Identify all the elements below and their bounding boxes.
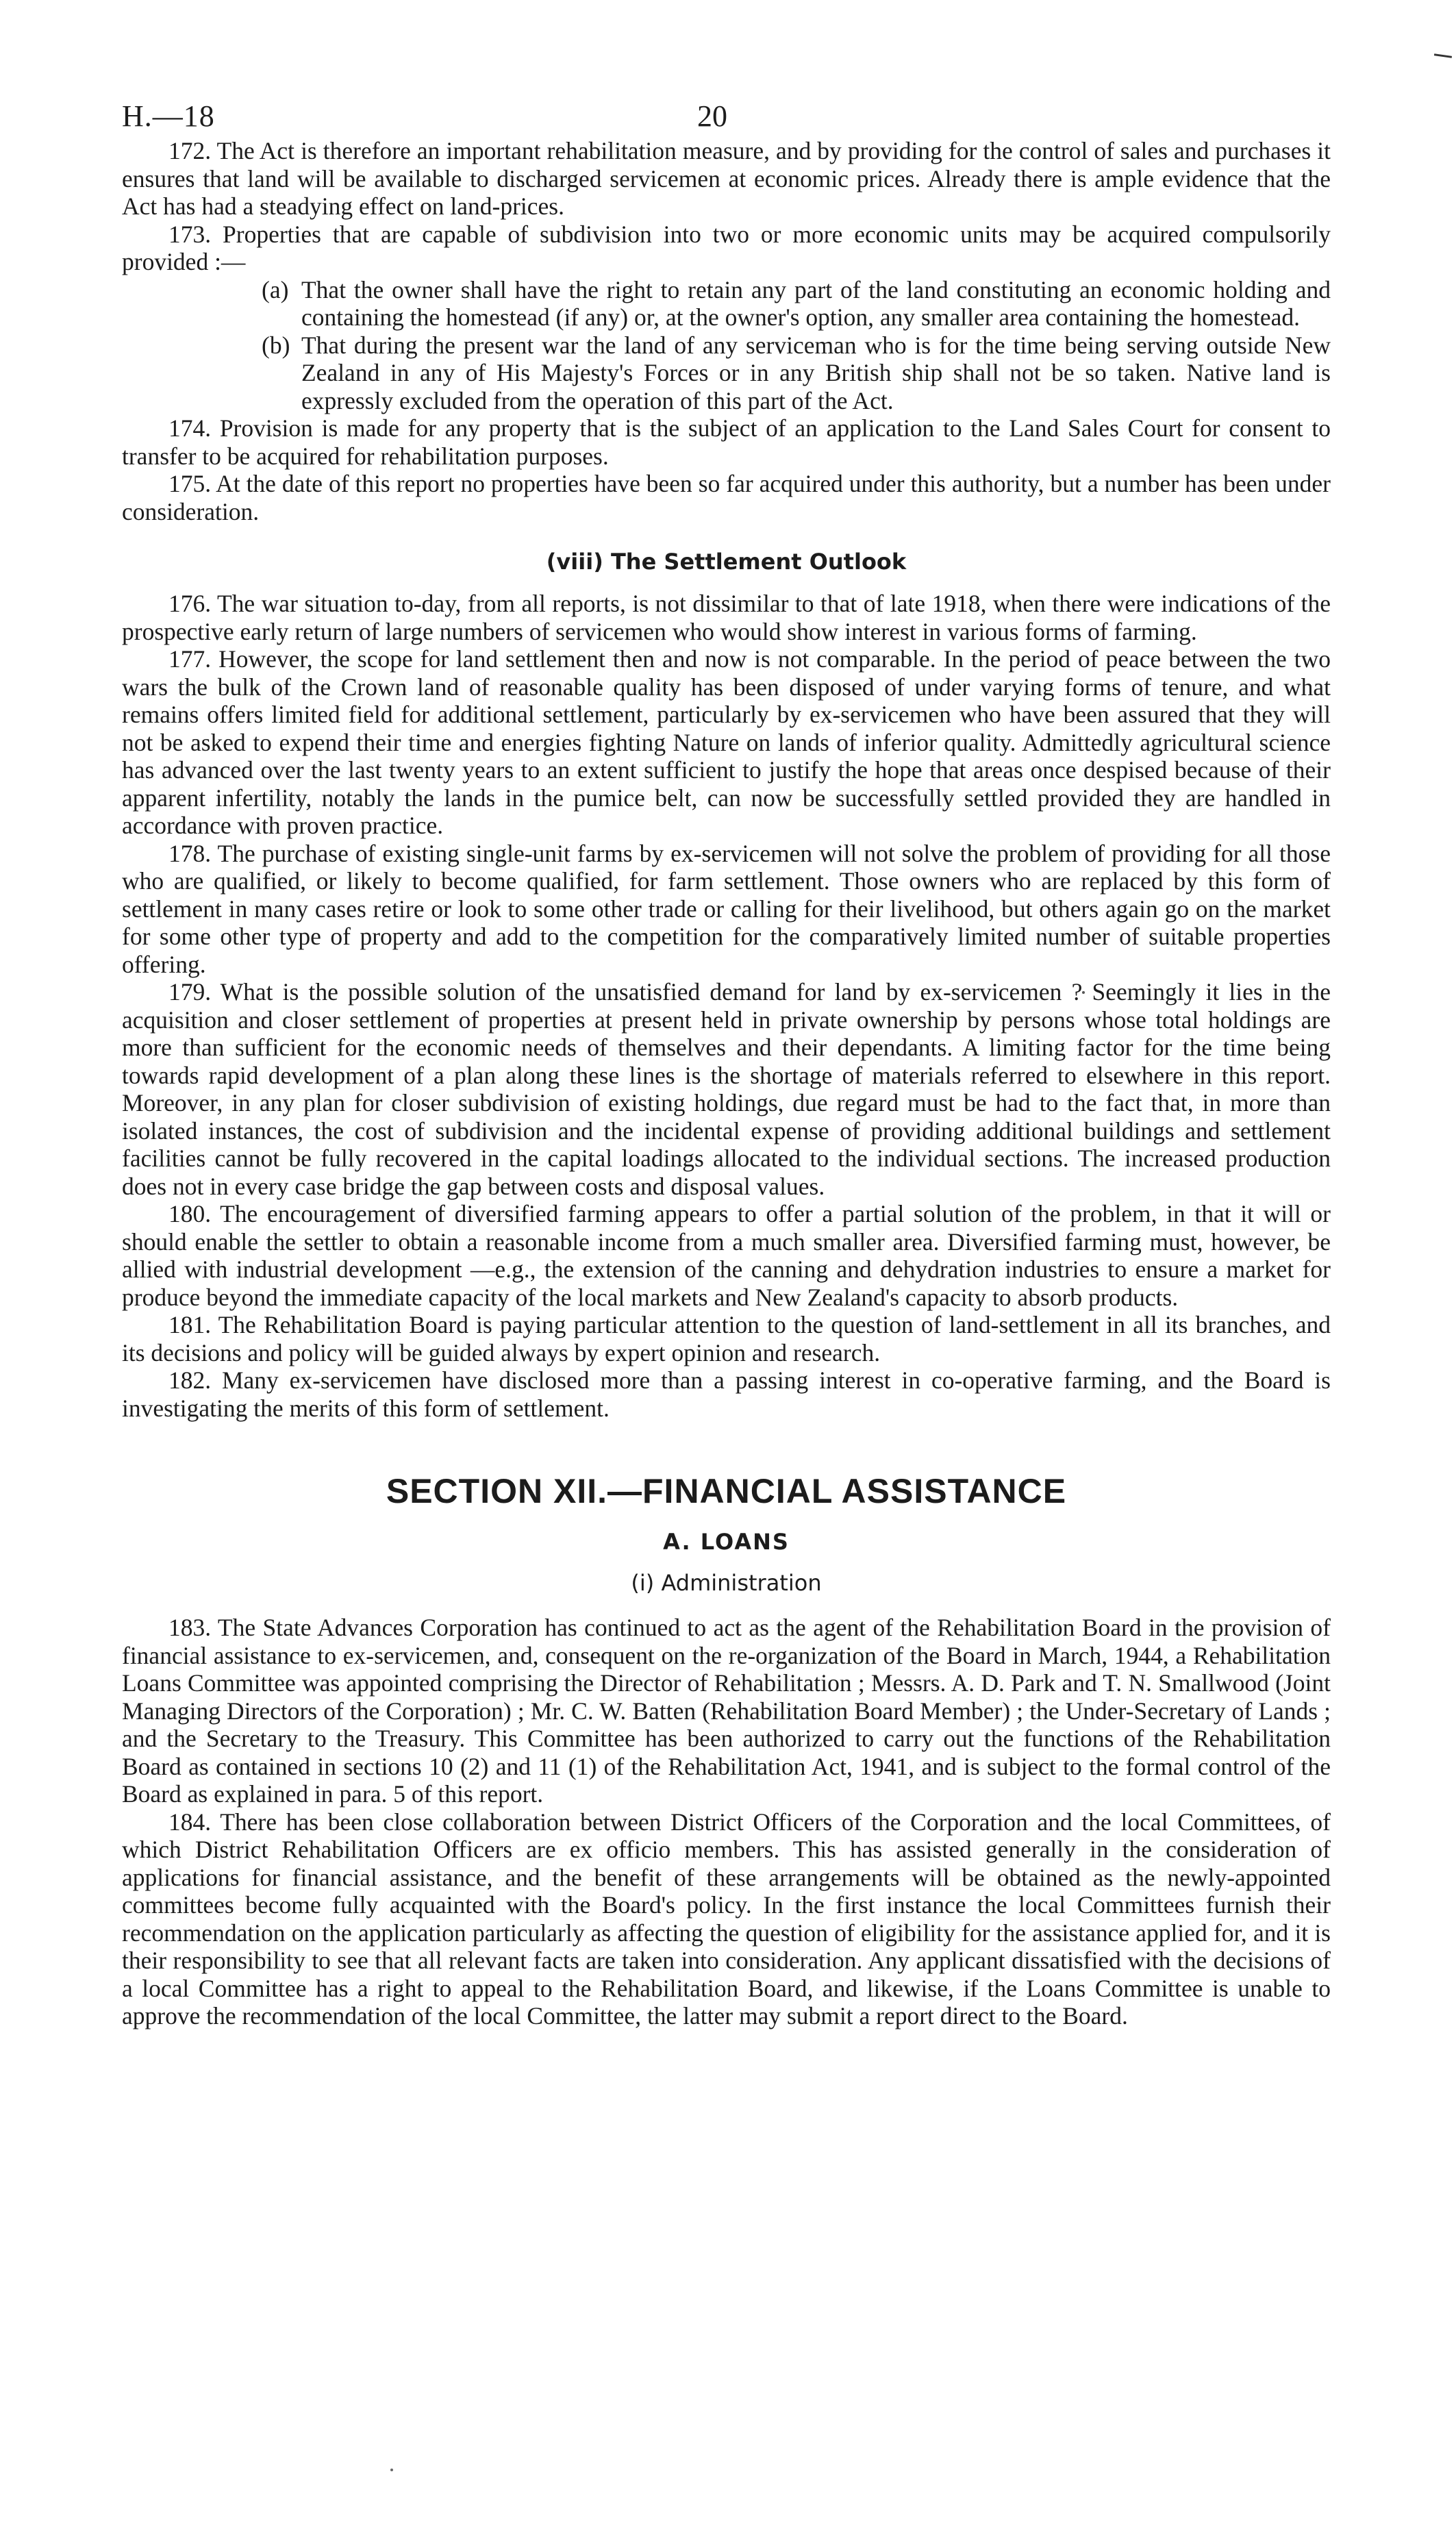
list-item-b — [226, 332, 1331, 415]
list-label: (a) — [262, 275, 289, 303]
subsection-heading-administration: (i) Administration — [631, 1570, 822, 1596]
list-label: (b) — [262, 331, 290, 359]
section-heading: SECTION XII.—FINANCIAL ASSISTANCE — [386, 1472, 1067, 1510]
paragraph-180: 180. The encouragement of diversified farming appears to offer a partial solution of the problem, in that it will or should enable the settler to obtain a reasonable income from a much smaller area. Diversified farming must, however, be allied with industrial development —e.g., the extension of the canning and dehydration industries to ensure a market for produce beyond the immediate capacity of the local markets and New Zealand's capacity to absorb products. — [122, 1200, 1331, 1311]
document-page — [122, 75, 1331, 2030]
paragraph-181: 181. The Rehabilitation Board is paying particular attention to the question of land-settlement in all its branches, and its decisions and policy will be guided always by expert opinion and research. — [122, 1311, 1331, 1366]
paragraph-172: 172. The Act is therefore an important rehabilitation measure, and by providing for the control of sales and purchases it ensures that land will be available to discharged servicemen at economic prices. Already there is ample evidence that the Act has had a steadying effect on land-prices. — [122, 137, 1331, 220]
list-text: That during the present war the land of any serviceman who is for the time being serving outside New Zealand in any of His Majesty's Forces or in any British ship shall not be so taken. Native land is expressly excluded from the operation of this part of the Act. — [301, 331, 1331, 414]
paragraph-184: 184. There has been close collaboration between District Officers of the Corporation and the local Committees, of which District Rehabilitation Officers are ex officio members. This has assisted generally in the consideration of applications for financial assistance, and the benefit of these arrangements will be obtained as the newly-appointed committees become fully acquainted with the Board's policy. In the first instance the local Committees furnish their recommendation on the application particularly as affecting the question of eligibility for the assistance applied for, and it is their responsibility to see that all relevant facts are taken into consideration. Any applicant dissatisfied with the decisions of a local Committee has a right to appeal to the Rehabilitation Board, and likewise, if the Loans Committee is unable to approve the recommendation of the local Committee, the latter may submit a report direct to the Board. — [122, 1808, 1331, 2029]
list-item-a — [226, 276, 1331, 332]
paragraph-176: 176. The war situation to-day, from all reports, is not dissimilar to that of late 1918, when there were indications of the prospective early return of large numbers of servicemen who would show interest in various forms of farming. — [122, 590, 1331, 645]
paragraph-183: 183. The State Advances Corporation has continued to act as the agent of the Rehabilitation Board in the provision of financial assistance to ex-servicemen, and, consequent on the re-organization of the Board in March, 1944, a Rehabilitation Loans Committee was appointed comprising the Director of Rehabilitation ; Messrs. A. D. Park and T. N. Smallwood (Joint Managing Directors of the Corporation) ; Mr. C. W. Batten (Rehabilitation Board Member) ; the Under-Secretary of Lands ; and the Secretary to the Treasury. This Committee has been authorized to carry out the functions of the Rehabilitation Board as contained in sections 10 (2) and 11 (1) of the Rehabilitation Act, 1941, and is subject to the formal control of the Board as explained in para. 5 of this report. — [122, 1614, 1331, 1808]
paragraph-174: 174. Provision is made for any property that is the subject of an application to the Land Sales Court for consent to transfer to be acquired for rehabilitation purposes. — [122, 414, 1331, 470]
list-text: That the owner shall have the right to retain any part of the land constituting an economic holding and containing the homestead (if any) or, at the owner's option, any smaller area containing the homestead. — [301, 275, 1331, 331]
paragraph-182: 182. Many ex-servicemen have disclosed more than a passing interest in co-operative farming, and the Board is investigating the merits of this form of settlement. — [122, 1366, 1331, 1422]
document-reference: H.—18 — [122, 99, 215, 133]
heading-settlement-outlook: (viii) The Settlement Outlook — [546, 549, 907, 575]
paragraph-177: 177. However, the scope for land settlement then and now is not comparable. In the period of peace between the two wars the bulk of the Crown land of reasonable quality has been disposed of under varying forms of tenure, and what remains offers limited field for additional settlement, particularly by ex-servicemen who have been assured that they will not be asked to expend their time and energies fighting Nature on lands of inferior quality. Admittedly agricultural science has advanced over the last twenty years to an extent sufficient to justify the hope that areas once despised because of their apparent infertility, notably the lands in the pumice belt, can now be successfully settled provided they are handled in accordance with proven practice. — [122, 645, 1331, 839]
page-header — [122, 75, 1331, 137]
paragraph-178: 178. The purchase of existing single-unit farms by ex-servicemen will not solve the problem of providing for all those who are qualified, or likely to become qualified, for farm settlement. Those owners who are replaced by this form of settlement in many cases retire or look to some other trade or calling for their livelihood, but others again go on the market for some other type of property and add to the competition for the comparatively limited number of suitable properties offering. — [122, 839, 1331, 978]
paragraph-173: 173. Properties that are capable of subdivision into two or more economic units may be acquired compulsorily provided :— — [122, 220, 1331, 275]
paragraph-179: 179. What is the possible solution of the unsatisfied demand for land by ex-servicemen ? Seemingly it lies in the acquisition and closer settlement of properties at present held in private ownership by persons whose total holdings are more than sufficient for the economic needs of themselves and their dependants. A limiting factor for the time being towards rapid development of a plan along these lines is the shortage of materials referred to elsewhere in this report. Moreover, in any plan for closer subdivision of existing holdings, due regard must be had to the fact that, in more than isolated instances, the cost of subdivision and the incidental expense of providing additional buildings and settlement facilities cannot be fully recovered in the capital loadings allocated to the individual sections. The increased production does not in every case bridge the gap between costs and disposal values. — [122, 978, 1331, 1200]
scan-speck — [390, 2469, 393, 2471]
page-number: 20 — [697, 99, 727, 133]
scan-mark — [1434, 53, 1452, 58]
subsection-heading-loans: A. LOANS — [663, 1529, 790, 1555]
paragraph-175: 175. At the date of this report no properties have been so far acquired under this authority, but a number has been under consideration. — [122, 470, 1331, 525]
